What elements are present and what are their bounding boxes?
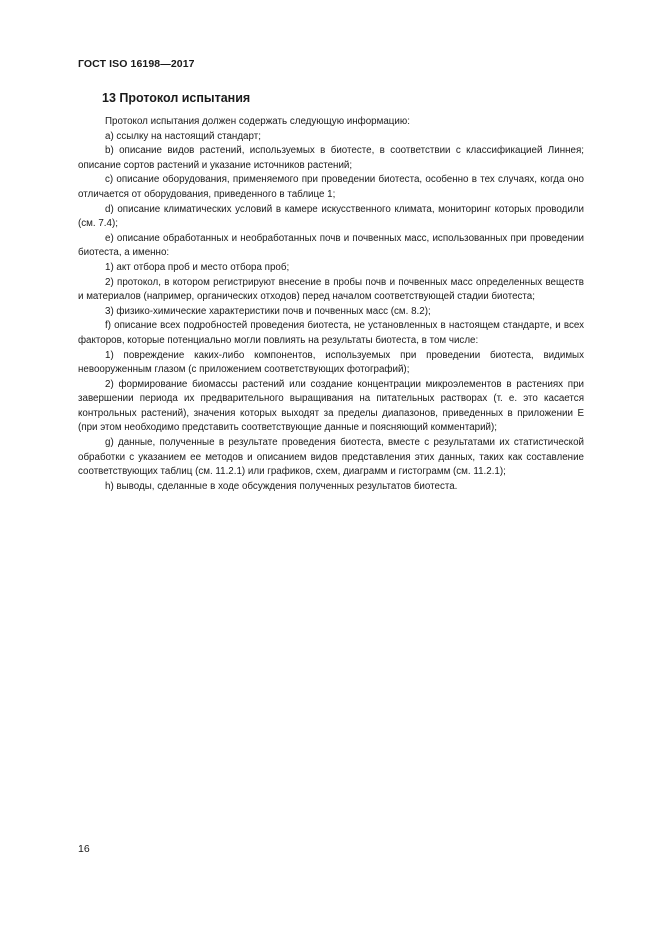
list-item-h: h) выводы, сделанные в ходе обсуждения полученных результатов биотеста.	[105, 480, 458, 492]
list-item-e-1: 1) акт отбора проб и место отбора проб;	[105, 261, 290, 273]
list-item-f-1: 1) повреждение каких-либо компонентов, используемых при проведении биотеста, видимых невооруженным глазом (с приложением соответствующих фотографий);	[78, 349, 584, 376]
list-item-e-2: 2) протокол, в котором регистрируют внесение в пробы почв и почвенных масс определенных веществ и материалов (например, органических отходов) перед началом соответствующей стадии биотеста;	[78, 276, 584, 303]
page-number: 16	[78, 843, 90, 855]
paragraph-intro: Протокол испытания должен содержать следующую информацию:	[105, 116, 410, 127]
document-body	[78, 115, 584, 494]
section-title: 13 Протокол испытания	[102, 91, 251, 105]
list-item-e: e) описание обработанных и необработанных почв и почвенных масс, использованных при проведении биотеста, а именно:	[78, 232, 584, 259]
list-item-b: b) описание видов растений, используемых в биотесте, в соответствии с классификацией Линнея; описание сортов растений и указание источников растений;	[78, 145, 584, 171]
list-item-f: f) описание всех подробностей проведения биотеста, не установленных в настоящем стандарте, и всех факторов, которые потенциально могли повлиять на результаты биотеста, в том числе:	[78, 320, 584, 346]
list-item-a: a) ссылку на настоящий стандарт;	[105, 130, 261, 142]
list-item-g: g) данные, полученные в результате проведения биотеста, вместе с результатами их статистической обработки с указанием ее методов и описанием видов представления этих данных, таких как составление соответствующих таблиц (см. 11.2.1) или графиков, схем, диаграмм и гистограмм (см. 11.2.1);	[78, 437, 584, 478]
list-item-c: c) описание оборудования, применяемого при проведении биотеста, особенно в тех случаях, когда оно отличается от оборудования, приведенного в таблице 1;	[78, 174, 584, 200]
list-item-d: d) описание климатических условий в камере искусственного климата, мониторинг которых проводили (см. 7.4);	[78, 203, 584, 230]
document-header: ГОСТ ISO 16198—2017	[78, 58, 195, 70]
list-item-f-2: 2) формирование биомассы растений или создание концентрации микроэлементов в растениях при завершении периода их предварительного выращивания на питательных растворах (т. е. это касается контрольных растений), значения которых выходят за пределы диапазонов, приведенных в приложении E (при этом необходимо представить соответствующие данные и поясняющий комментарий);	[78, 378, 584, 434]
list-item-e-3: 3) физико-химические характеристики почв и почвенных масс (см. 8.2);	[105, 305, 431, 317]
